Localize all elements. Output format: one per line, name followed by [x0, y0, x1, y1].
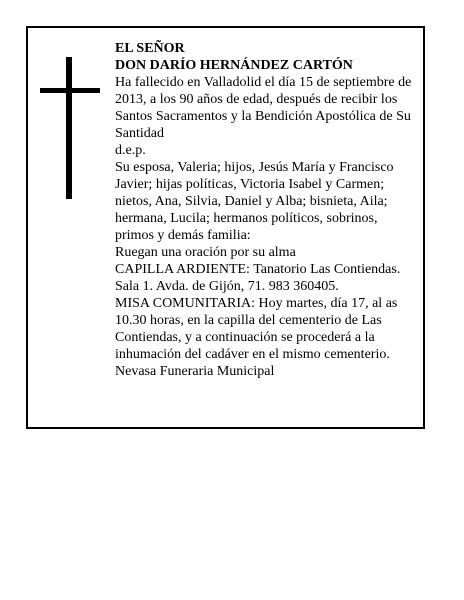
- death-info: Ha fallecido en Valladolid el día 15 de septiembre de 2013, a los 90 años de edad, después de recibir los Santos Sacramentos y la Bendición Apostólica de Su Santidad: [115, 75, 412, 141]
- notice-body: [115, 40, 415, 380]
- cross-icon: [40, 57, 100, 199]
- prayer-request: Ruegan una oración por su alma: [115, 245, 296, 260]
- cross-horizontal-bar: [40, 88, 100, 93]
- family-list: Su esposa, Valeria; hijos, Jesús María y Francisco Javier; hijas políticas, Victoria Isabel y Carmen; nietos, Ana, Silvia, Daniel y Alba; bisnieta, Aila; hermana, Lucila; hermanos políticos, sobrinos, primos y demás familia:: [115, 160, 394, 243]
- deceased-name: DON DARÍO HERNÁNDEZ CARTÓN: [115, 58, 353, 73]
- dep-text: d.e.p.: [115, 143, 146, 158]
- chapel-info: CAPILLA ARDIENTE: Tanatorio Las Contiendas. Sala 1. Avda. de Gijón, 71. 983 360405.: [115, 262, 401, 294]
- obituary-notice: [26, 26, 425, 429]
- funeral-home: Nevasa Funeraria Municipal: [115, 364, 275, 379]
- mass-info: MISA COMUNITARIA: Hoy martes, día 17, al as 10.30 horas, en la capilla del cementerio de Las Contiendas, y a continuación se procederá a la inhumación del cadáver en el mismo cementerio.: [115, 296, 398, 362]
- cross-vertical-bar: [66, 57, 72, 199]
- notice-title-line1: EL SEÑOR: [115, 41, 185, 56]
